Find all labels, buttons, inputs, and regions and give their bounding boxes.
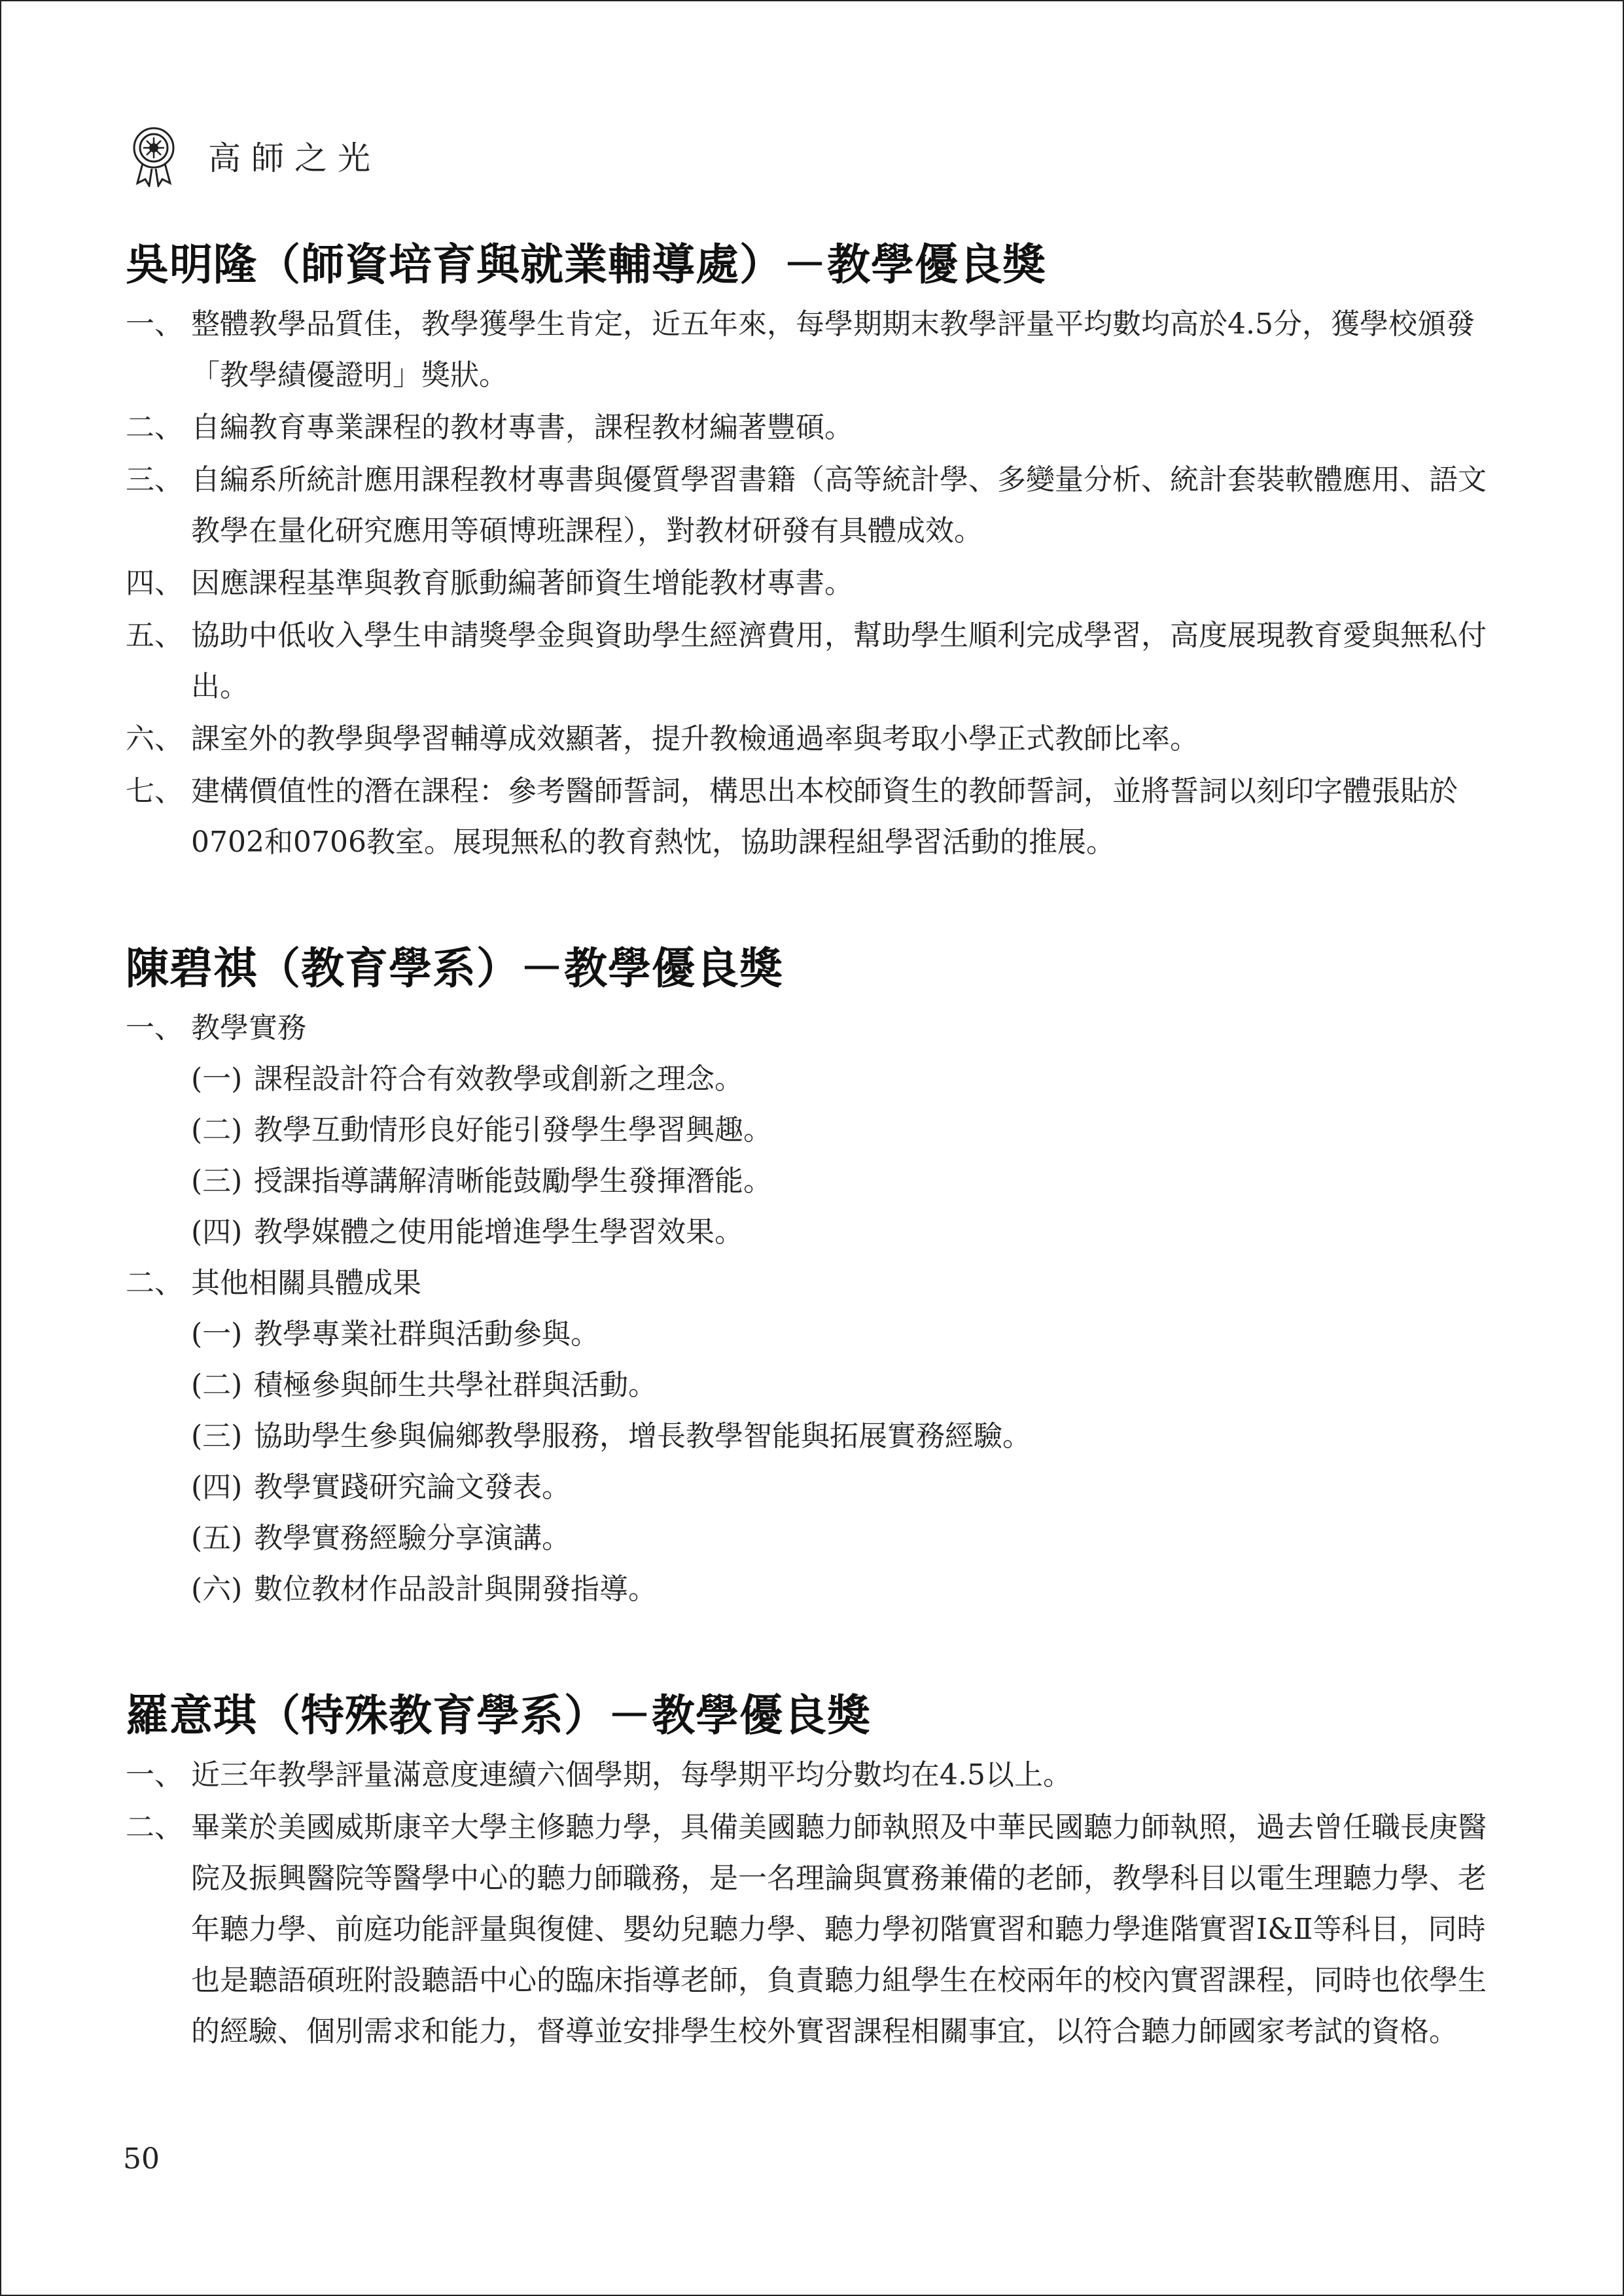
subitem-number: (四) — [191, 1215, 243, 1249]
list-item — [126, 455, 1500, 557]
subitem-number: (三) — [191, 1419, 243, 1453]
subitem-text: 授課指導講解清晰能鼓勵學生發揮潛能。 — [254, 1164, 772, 1198]
sublist-item — [191, 1105, 1500, 1156]
item-number: 五、 — [126, 619, 183, 652]
subitem-number: (一) — [191, 1062, 243, 1096]
item-number: 一、 — [126, 1758, 183, 1792]
page-number: 50 — [123, 2142, 160, 2176]
item-text: 畢業於美國威斯康辛大學主修聽力學，具備美國聽力師執照及中華民國聽力師執照，過去曾任職長庚醫院及振興醫院等醫學中心的聽力師職務，是一名理論與實務兼備的老師，教學科目以電生理聽力學、老年聽力學、前庭功能評量與復健、嬰幼兒聽力學、聽力學初階實習和聽力學進階實習Ⅰ&Ⅱ等科目，同時也是聽語碩班附設聽語中心的臨床指導老師，負責聽力組學生在校兩年的校內實習課程，同時也依學生的經驗、個別需求和能力，督導並安排學生校外實習課程相關事宜，以符合聽力師國家考試的資格。 — [191, 1811, 1487, 2048]
running-header — [128, 124, 381, 187]
item-number: 二、 — [126, 1266, 183, 1300]
list-group — [126, 1258, 1500, 1309]
item-text: 協助中低收入學生申請獎學金與資助學生經濟費用，幫助學生順利完成學習，高度展現教育愛與無私付出。 — [191, 619, 1487, 703]
item-text: 自編教育專業課程的教材專書，課程教材編著豐碩。 — [191, 411, 853, 444]
list-item — [126, 558, 1500, 609]
subitem-number: (五) — [191, 1522, 243, 1555]
subitem-number: (一) — [191, 1317, 243, 1351]
sublist-item — [191, 1207, 1500, 1258]
subitem-text: 教學專業社群與活動參與。 — [254, 1317, 599, 1351]
list-item — [126, 766, 1500, 868]
page-content — [126, 232, 1500, 2125]
item-text: 建構價值性的潛在課程：參考醫師誓詞，構思出本校師資生的教師誓詞，並將誓詞以刻印字體張貼於0702和0706教室。展現無私的教育熱忱，協助課程組學習活動的推展。 — [191, 774, 1458, 859]
item-text: 近三年教學評量滿意度連續六個學期，每學期平均分數均在4.5以上。 — [191, 1758, 1072, 1792]
sublist-item — [191, 1411, 1500, 1462]
list-item — [126, 299, 1500, 401]
header-title: 高師之光 — [208, 139, 381, 177]
subitem-number: (二) — [191, 1113, 243, 1147]
sublist-item — [191, 1309, 1500, 1360]
sublist-item — [191, 1156, 1500, 1207]
item-number: 一、 — [126, 307, 183, 341]
sublist — [191, 1054, 1500, 1258]
subitem-number: (二) — [191, 1368, 243, 1402]
section-title: 吳明隆（師資培育與就業輔導處）－教學優良獎 — [126, 239, 1046, 290]
sublist-item — [191, 1462, 1500, 1513]
list-group — [126, 1003, 1500, 1054]
subitem-text: 教學實務經驗分享演講。 — [254, 1522, 571, 1555]
subitem-number: (四) — [191, 1470, 243, 1504]
item-number: 二、 — [126, 1811, 183, 1844]
subitem-number: (三) — [191, 1164, 243, 1198]
item-number: 三、 — [126, 463, 183, 496]
section-title: 羅意琪（特殊教育學系）－教學優良獎 — [126, 1690, 871, 1741]
award-section-luo — [126, 1683, 1500, 2057]
subitem-text: 教學媒體之使用能增進學生學習效果。 — [254, 1215, 743, 1249]
award-section-wu — [126, 232, 1500, 868]
item-number: 七、 — [126, 774, 183, 808]
subitem-text: 課程設計符合有效教學或創新之理念。 — [254, 1062, 743, 1096]
list-item — [126, 402, 1500, 453]
award-medal-icon — [128, 124, 179, 187]
list-item — [126, 610, 1500, 712]
item-number: 四、 — [126, 566, 183, 600]
subitem-text: 教學實踐研究論文發表。 — [254, 1470, 571, 1504]
list-item — [126, 1750, 1500, 1801]
subitem-number: (六) — [191, 1573, 243, 1606]
award-section-chen — [126, 936, 1500, 1615]
sublist — [191, 1309, 1500, 1615]
item-number: 一、 — [126, 1011, 183, 1045]
group-label: 教學實務 — [191, 1011, 306, 1045]
item-text: 課室外的教學與學習輔導成效顯著，提升教檢通過率與考取小學正式教師比率。 — [191, 722, 1199, 756]
item-text: 整體教學品質佳，教學獲學生肯定，近五年來，每學期期末教學評量平均數均高於4.5分，獲學校頒發「教學績優證明」獎狀。 — [191, 307, 1475, 392]
list-item — [126, 714, 1500, 765]
sublist-item — [191, 1054, 1500, 1105]
item-number: 二、 — [126, 411, 183, 444]
item-text: 因應課程基準與教育脈動編著師資生增能教材專書。 — [191, 566, 853, 600]
subitem-text: 協助學生參與偏鄉教學服務，增長教學智能與拓展實務經驗。 — [254, 1419, 1031, 1453]
sublist-item — [191, 1360, 1500, 1411]
sublist-item — [191, 1513, 1500, 1564]
subitem-text: 教學互動情形良好能引發學生學習興趣。 — [254, 1113, 772, 1147]
list-item — [126, 1802, 1500, 2057]
item-text: 自編系所統計應用課程教材專書與優質學習書籍（高等統計學、多變量分析、統計套裝軟體應用、語文教學在量化研究應用等碩博班課程），對教材研發有具體成效。 — [191, 463, 1487, 548]
item-number: 六、 — [126, 722, 183, 756]
subitem-text: 積極參與師生共學社群與活動。 — [254, 1368, 657, 1402]
group-label: 其他相關具體成果 — [191, 1266, 421, 1300]
section-title: 陳碧祺（教育學系）－教學優良獎 — [126, 943, 783, 994]
sublist-item — [191, 1564, 1500, 1615]
subitem-text: 數位教材作品設計與開發指導。 — [254, 1573, 657, 1606]
